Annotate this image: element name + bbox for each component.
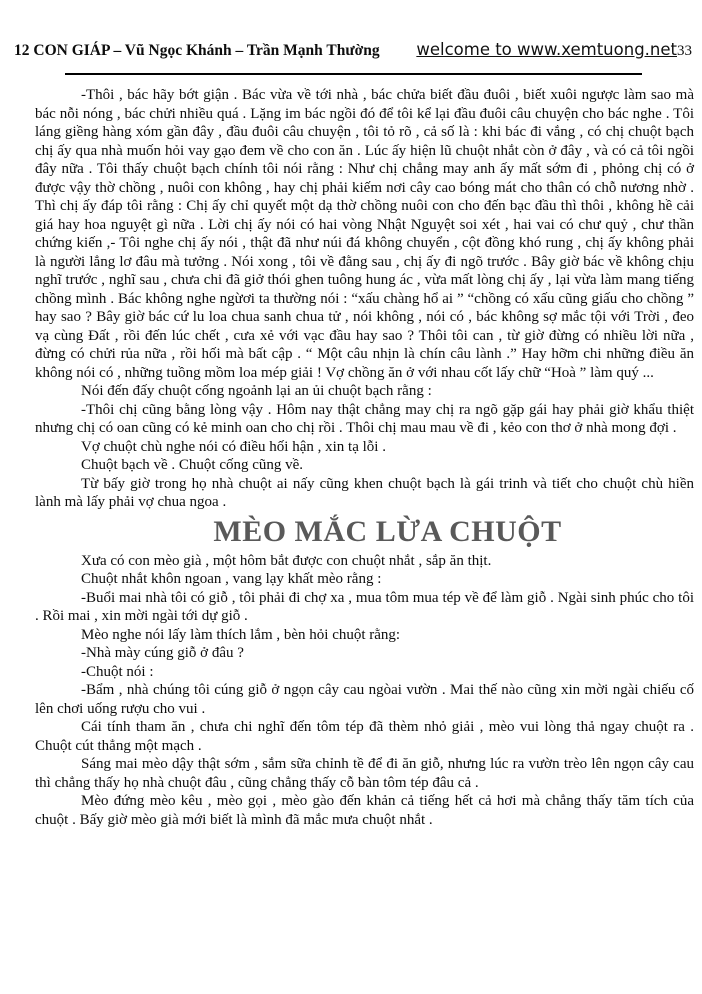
book-title: 12 CON GIÁP – Vũ Ngọc Khánh – Trần Mạnh Thường xyxy=(14,42,380,59)
story1-paragraph: Vợ chuột chù nghe nói có điều hối hận , xin tạ lỗi . xyxy=(81,438,386,455)
story2-paragraph: Cái tính tham ăn , chưa chi nghĩ đến tôm tép đã thèm nhỏ giải , mèo vui lòng thả ngay chuột ra . Chuột cút thẳng một mạch . xyxy=(35,719,694,754)
story-title: MÈO MẮC LỪA CHUỘT xyxy=(213,514,562,548)
story2-paragraph: Mèo nghe nói lấy làm thích lắm , bèn hỏi chuột rằng: xyxy=(81,626,401,643)
site-link[interactable]: welcome to www.xemtuong.net xyxy=(416,40,677,59)
story2-paragraph: -Nhà mày cúng giỗ ở đâu ? xyxy=(81,645,244,661)
page-header xyxy=(0,40,702,64)
story2-paragraph: Sáng mai mèo dậy thật sớm , sắm sữa chỉnh tề để đi ăn giỗ, nhưng lúc ra vườn trèo lên ngọn cây cau thì chẳng thấy họ nhà chuột đâu , cũng chẳng thấy cỗ bàn tôm tép đâu cả . xyxy=(35,756,694,791)
story2-paragraph: -Chuột nói : xyxy=(81,663,154,680)
story1-paragraph: -Thôi chị cũng bằng lòng vậy . Hôm nay thật chẳng may chị ra ngõ gặp gái hay phải giờ khẩu thiệt nhưng chị có oan cũng có kẻ minh oan cho chị rồi . Thôi chị mau mau về đi , kẻo con thơ ở nhà mong đợi . xyxy=(35,401,694,436)
header-right xyxy=(416,40,692,60)
story1-paragraph: Chuột bạch về . Chuột cống cũng về. xyxy=(81,457,304,473)
story2-paragraph: Xưa có con mèo già , một hôm bắt được con chuột nhắt , sắp ăn thịt. xyxy=(81,552,492,569)
story2-paragraph: Chuột nhắt khôn ngoan , vang lạy khất mèo rằng : xyxy=(81,571,382,587)
story1-paragraph: -Thôi , bác hãy bớt giận . Bác vừa về tới nhà , bác chửa biết đầu đuôi , biết xuôi ngược làm sao mà bác nỗi nóng , bác chửi nhiều quá . Lặng im bác ngồi đó để tôi kể lại đầu đuôi câu chuyện cho bác nghe . Tôi láng giềng hàng xóm gần đây , đầu đuôi câu chuyện , tôi tỏ rõ , cả số là : khi bác đi vắng , có chị chuột bạch chị ấy qua nhà muốn hỏi vay gạo đem về cho con ăn . Lúc ấy hiện lũ chuột nhắt còn ở đây , và có cả tôi ngồi đây nữa . Tôi thấy chuột bạch chính tôi nói rằng : Như chị chẳng may anh ấy mất sớm đi , phỏng chị có ở được vậy thờ chồng , nuôi con không , hay chị phải kiếm nơi cây cao bóng mát cho thân có chỗ nương nhờ . Thì chị ấy đáp tôi rằng : Chị ấy chỉ quyết một dạ thờ chồng nuôi con cho đến bạc đầu thì thôi , không hề cải giá hay hoa nguyệt gì nữa . Lời chị ấy nói có hai vòng Nhật Nguyệt soi xét , hai vai có chư quỷ , chư thần chứng kiến ,- Tôi nghe chị ấy nói , thật đã như núi đá không chuyển , cột đồng khó rung , chị ấy không phải là người lẳng lơ đâu mà tưởng . Nói xong , tôi về đằng sau , chị ấy đi ngõ trước . Bây giờ bác về không chịu nghĩ trước , nghĩ sau , chưa chi đã giở thói ghen tuông hung ác , vừa mất lòng chị ấy , lại vừa làm mang tiếng chồng mình . Bác không nghe ngừơi ta thường nói : “xấu chàng hổ ai ” “chồng có xấu cũng giấu cho chồng ” hay sao ? Bây giờ bác cứ lu loa chua sanh chua tử , nói không , nói có , bác không sợ mắc tội với Trời , đeo vạ cùng Đất , rồi đến lúc chết , cưa xẻ với vạc đầu hay sao ? Thôi tôi can , từ giờ đừng có nhiều lời nữa , đừng có chửi rủa nữa , rồi hối mà bất cập . “ Một câu nhịn là chín câu lành .” Hay hỡm chi những điều ăn không nói có , những tuồng mồm loa mép giải ! Vợ chồng ăn ở với nhau cốt lấy chữ “Hoà ” làm quý ... xyxy=(35,87,694,381)
page-number: 33 xyxy=(677,43,692,59)
story1-paragraph: Từ bấy giờ trong họ nhà chuột ai nấy cũng khen chuột bạch là gái trinh và tiết cho chuột chù hiền lành mà lấy phải vợ chua ngoa . xyxy=(35,475,694,510)
header-divider xyxy=(65,73,642,75)
story2-paragraph: -Buổi mai nhà tôi có giỗ , tôi phải đi chợ xa , mua tôm mua tép về để làm giỗ . Ngài sinh phúc cho tôi . Rồi mai , xin mời ngài tới dự giỗ . xyxy=(35,589,694,624)
story1-paragraph: Nói đến đấy chuột cống ngoảnh lại an ủi chuột bạch rằng : xyxy=(81,383,432,399)
document-body xyxy=(0,86,702,829)
story2-paragraph: -Bẩm , nhà chúng tôi cúng giỗ ở ngọn cây cau ngòai vườn . Mai thế nào cũng xin mời ngài chiếu cố lên chơi uống rượu cho vui . xyxy=(35,682,694,717)
story2-paragraph: Mèo đứng mèo kêu , mèo gọi , mèo gào đến khản cả tiếng hết cả hơi mà chẳng thấy tăm tích của chuột . Bấy giờ mèo già mới biết là mình đã mắc mưa chuột nhắt . xyxy=(35,793,694,828)
